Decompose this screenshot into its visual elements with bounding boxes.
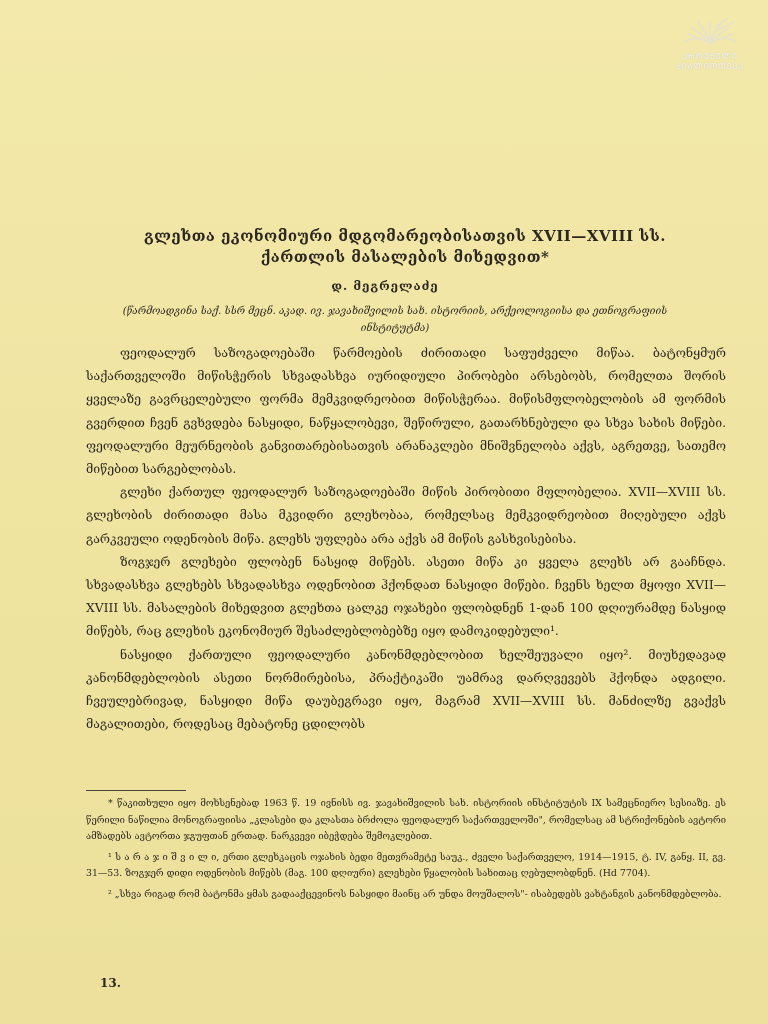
paragraph: გლეხი ქართულ ფეოდალურ საზოგადოებაში მიწის პირობითი მფლობელია. XVII—XVIII სს. გლეხობის ძირითადი მასა მკვიდრი გლეხობაა, რომელსაც მემკვიდრეობით მიღებული აქვს გარკვეული ოდენობის მიწა. გლეხს უფლება არა აქვს ამ მიწის გასხვისებისა. [86,485,726,546]
logo-text-line2: ᲑᲘᲑᲚᲘᲝᲗᲔᲙᲐ [675,62,745,71]
footnote-item: ² „სხვა რიგად რომ ბატონმა ყმას გადააქცევინოს ნასყიდი მაინც არ უნდა მოუშალოს"- ისაბედებს ვახტანგის კანონმდებლობა. [108,888,722,900]
footnotes [86,796,726,907]
paragraph: ნასყიდი ქართული ფეოდალური კანონმდებლობით ხელშეუვალი იყო². მიუხედავად კანონმდებლობის ასეთი ნორმირებისა, პრაქტიკაში უამრავ დარღვევებს ჰქონდა ადგილი. ჩვეულებრივად, ნასყიდი მიწა დაუბეგრავი იყო, მაგრამ XVII—XVIII სს. მანძილზე გვაქვს მაგალითები, როდესაც მებატონე ცდილობს [86,647,726,732]
article-title [60,226,750,268]
title-line-2: ქართლის მასალების მიხედვით* [260,248,550,266]
author-name: დ. მეგრელაძე [331,279,439,293]
page-number: 13. [100,976,121,990]
footnote-divider [86,790,186,791]
library-logo [670,12,750,86]
title-line-1: გლეხთა ეკონომიური მდგომარეობისათვის XVII—XVIII სს. [143,227,666,245]
paragraph: ზოგჯერ გლეხები ფლობენ ნასყიდ მიწებს. ასეთი მიწა კი ყველა გლეხს არ გააჩნდა. სხვადასხვა გლეხებს სხვადასხვა ოდენობით ჰქონდათ ნასყიდი მიწები. ჩვენს ხელთ მყოფი XVII—XVIII სს. მასალების მიხედვით გლეხთა ცალკე ოჯახები ფლობდნენ 1-დან 100 დღიურამდე ნასყიდ მიწებს, რაც გლეხის ეკონომიურ შესაძლებლობებზე იყო დამოკიდებული¹. [86,554,726,639]
book-logo-icon [676,12,744,52]
affiliation-note: (წარმოადგინა საქ. სსრ მეცნ. აკად. ივ. ჯავახიშვილის სახ. ისტორიის, არქეოლოგიისა და ეთნოგრაფიის ინსტიტუტმა) [122,306,668,334]
footnote-item: * წაკითხული იყო მოხსენებად 1963 წ. 19 ივნისს ივ. ჯავახიშვილის სახ. ისტორიის ინსტიტუტის IX სამეცნიერო სესიაზე. ეს წერილი ნაწილია მონოგრაფიისა „კლასები და კლასთა ბრძოლა ფეოდალურ საქართველოში", რომელსაც ამ სტრიქონების ავტორი ამზადებს ავტორთა ჯგუფთან ერთად. ნარკვევი იბეჭდება შემოკლებით. [86,798,726,842]
paragraph: ფეოდალურ საზოგადოებაში წარმოების ძირითადი საფუძველი მიწაა. ბატონყმურ საქართველოში მიწისჭერის სხვადასხვა იურიდიული პირობები არსებობს, რომელთა შორის ყველაზე გავრცელებული ფორმა მემკვიდრეობით მიწისჭერაა. მიწისმფლობელობის ამ ფორმის გვერდით ჩვენ გვხვდება ნასყიდი, ნაწყალობევი, შეწირული, გათარხნებული და სხვა სახის მიწები. ფეოდალური მეურნეობის განვითარებისათვის არანაკლები მნიშვნელობა აქვს, აგრეთვე, სათემო მიწებით სარგებლობას. [86,346,726,477]
logo-text-line1: ᲔᲠᲝᲕᲜᲣᲚᲘ [682,52,738,61]
footnote-item: ¹ ს ა რ ა ჯ ი შ ვ ი ლ ი, ერთი გლეხკაცის ოჯახის ბედი მეთვრამეტე საუკ., ძველი საქართველო, 1914—1915, ტ. IV, განყ. II, გვ. 31—53. ზოგჯერ დიდი ოდენობის მიწებს (მაგ. 100 დღიური) გლეხები წყალობის სახითაც ღებულობდნენ. (Hd 7704). [86,851,726,879]
article-body [86,342,726,736]
